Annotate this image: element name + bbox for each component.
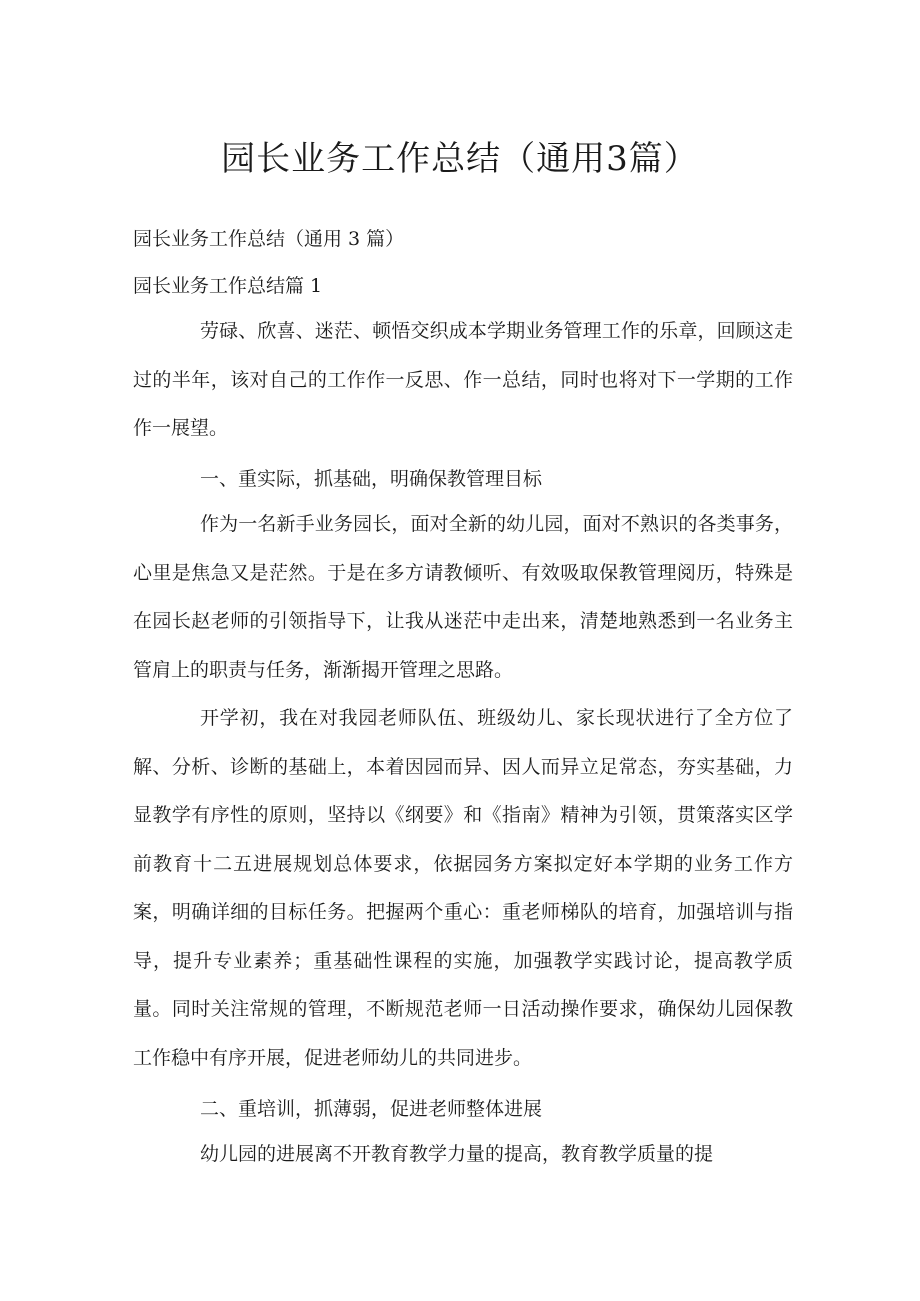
section-label: 园长业务工作总结篇 1 — [133, 275, 323, 297]
paragraph-training: 幼儿园的进展离不开教育教学力量的提高，教育教学质量的提 — [200, 1143, 714, 1165]
document-subtitle: 园长业务工作总结（通用 3 篇） — [133, 228, 405, 250]
section-heading-1: 一、重实际，抓基础，明确保教管理目标 — [200, 468, 543, 490]
paragraph-intro: 劳碌、欣喜、迷茫、顿悟交织成本学期业务管理工作的乐章，回顾这走过的半年，该对自己的工作作一反思、作一总结，同时也将对下一学期的工作作一展望。 — [133, 320, 793, 439]
paragraph-new-director: 作为一名新手业务园长，面对全新的幼儿园，面对不熟识的各类事务，心里是焦急又是茫然。于是在多方请教倾听、有效吸取保教管理阅历，特殊是在园长赵老师的引领指导下，让我从迷茫中走出来，清楚地熟悉到一名业务主管肩上的职责与任务，渐渐揭开管理之思路。 — [133, 513, 793, 681]
document-title: 园长业务工作总结（通用3篇） — [221, 139, 699, 179]
section-heading-2: 二、重培训，抓薄弱，促进老师整体进展 — [200, 1098, 543, 1120]
paragraph-semester-start: 开学初，我在对我园老师队伍、班级幼儿、家长现状进行了全方位了解、分析、诊断的基础上，本着因园而异、因人而异立足常态，夯实基础，力显教学有序性的原则，坚持以《纲要》和《指南》精神为引领，贯策落实区学前教育十二五进展规划总体要求，依据园务方案拟定好本学期的业务工作方案，明确详细的目标任务。把握两个重心：重老师梯队的培育，加强培训与指导，提升专业素养；重基础性课程的实施，加强教学实践讨论，提高教学质量。同时关注常规的管理，不断规范老师一日活动操作要求，确保幼儿园保教工作稳中有序开展，促进老师幼儿的共同进步。 — [133, 707, 793, 1069]
